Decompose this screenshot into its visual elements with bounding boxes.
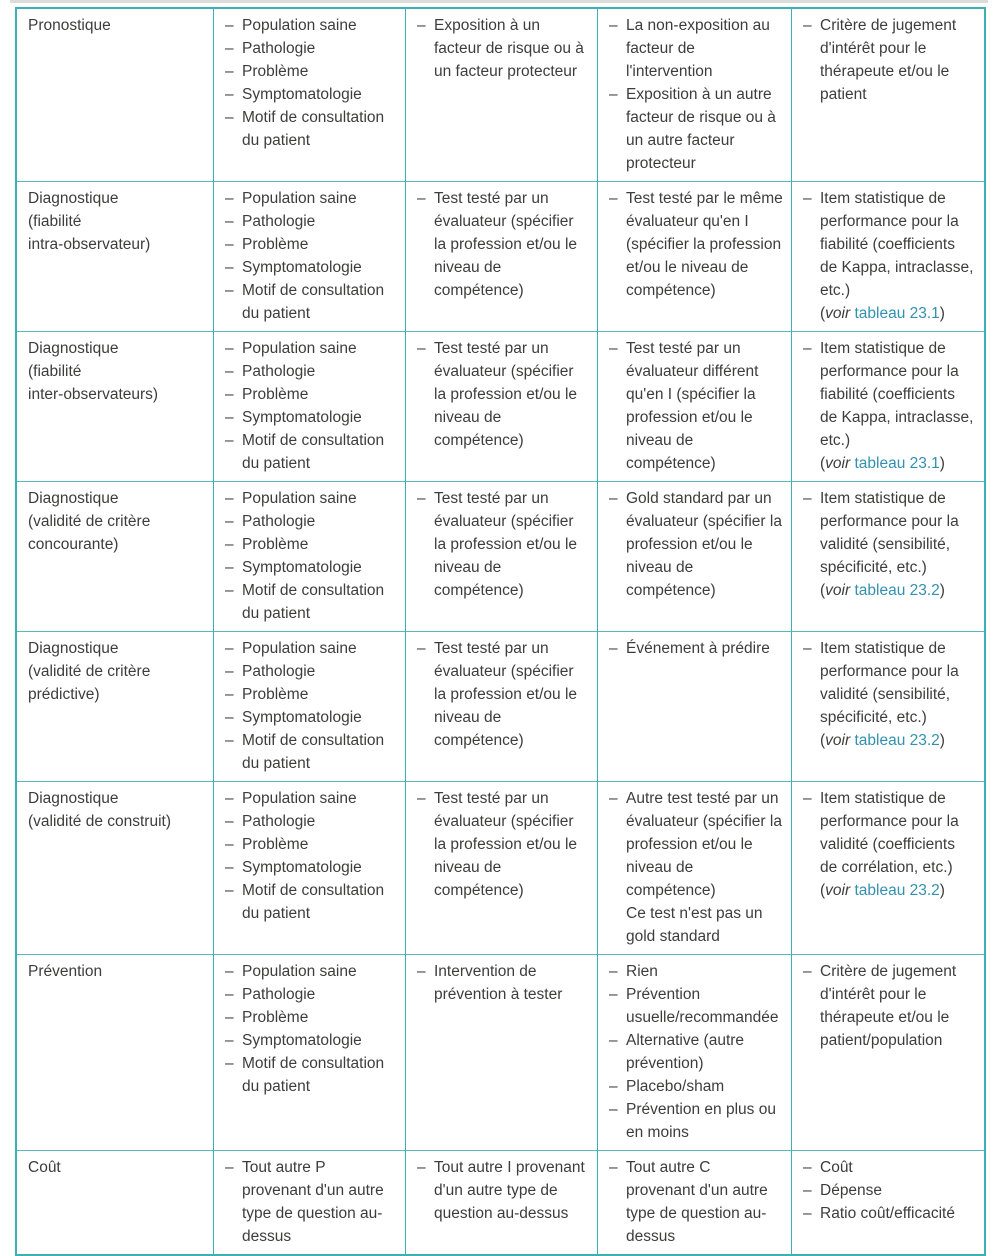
dash-bullet: – [225,109,234,126]
list-item [609,960,783,983]
comparison-cell [598,632,792,782]
list-item-text: Problème [242,63,309,80]
list-item [225,187,397,210]
dash-bullet: – [803,17,812,34]
intervention-cell [406,632,598,782]
list-item [417,14,589,83]
dash-bullet: – [417,963,426,980]
table-row [17,332,984,482]
list-item-text: Critère de jugement d'intérêt pour le thérapeute et/ou le patient/population [820,963,957,1049]
dash-bullet: – [417,490,426,507]
cropped-previous-row-edge [10,0,988,3]
tableau-link[interactable]: tableau 23.1 [854,455,940,472]
picos-question-table [15,7,986,1256]
list-item [803,14,976,106]
question-type-line: (fiabilité [28,213,82,230]
list-item [803,187,976,302]
list-item [225,533,397,556]
dash-bullet: – [609,963,618,980]
list-item-text: Symptomatologie [242,86,362,103]
list-item [225,706,397,729]
intervention-cell [406,182,598,332]
list-item [225,37,397,60]
list-item-text: Population saine [242,490,357,507]
question-type-cell [17,632,214,782]
question-type-cell [17,332,214,482]
list-item [225,406,397,429]
list-item-text: Pathologie [242,213,316,230]
list-item-text: Test testé par un évaluateur (spécifier la profession et/ou le niveau de compétence) [434,490,578,599]
list-item [609,1098,783,1144]
dash-bullet: – [803,490,812,507]
dash-bullet: – [225,640,234,657]
dash-bullet: – [609,1101,618,1118]
dash-bullet: – [225,513,234,530]
question-type-cell [17,9,214,182]
question-type-line: prédictive) [28,686,100,703]
outcome-cell [792,332,984,482]
list-item [609,1029,783,1075]
voir-note: (voir tableau 23.1) [820,305,945,322]
tableau-link[interactable]: tableau 23.2 [854,732,940,749]
list-item [225,660,397,683]
list-item-text: Test testé par un évaluateur (spécifier la profession et/ou le niveau de compétence) [434,790,578,899]
list-item [609,187,783,302]
dash-bullet: – [225,1009,234,1026]
list-item-text: Motif de consultation du patient [242,582,385,622]
dash-bullet: – [225,1055,234,1072]
list-item [225,579,397,625]
dash-bullet: – [609,490,618,507]
list-item-text: Tout autre C provenant d'un autre type de question au-dessus [626,1159,768,1245]
list-item-text: Problème [242,836,309,853]
list-item [609,487,783,602]
list-item-text: Population saine [242,190,357,207]
dash-bullet: – [803,640,812,657]
list-item-text: Rien [626,963,658,980]
list-item [225,487,397,510]
list-item-text: Pathologie [242,986,316,1003]
list-item-text: Item statistique de performance pour la fiabilité (coefficients de Kappa, intraclasse, etc.) [820,190,974,299]
dash-bullet: – [225,559,234,576]
list-item [225,1052,397,1098]
dash-bullet: – [417,17,426,34]
list-item [417,487,589,602]
list-item-text: Exposition à un autre facteur de risque ou à un autre facteur protecteur [626,86,776,172]
dash-bullet: – [225,986,234,1003]
outcome-cell [792,9,984,182]
dash-bullet: – [225,686,234,703]
list-item [225,856,397,879]
list-item-text: Autre test testé par un évaluateur (spécifier la profession et/ou le niveau de compétence) Ce test n'est pas un gold standard [626,787,783,948]
list-item [803,1156,976,1179]
question-type-line: (fiabilité [28,363,82,380]
list-item-text: Test testé par un évaluateur différent qu'en I (spécifier la profession et/ou le niveau de compétence) [626,340,759,472]
list-item-text: Intervention de prévention à tester [434,963,563,1003]
list-item-text: Motif de consultation du patient [242,732,385,772]
list-item-text: Placebo/sham [626,1078,725,1095]
list-item-text: Événement à prédire [626,640,770,657]
question-type-line: Diagnostique [28,640,119,657]
list-item-text: Pathologie [242,513,316,530]
dash-bullet: – [225,536,234,553]
list-item [225,729,397,775]
list-item-text: Alternative (autre prévention) [626,1032,745,1072]
list-item [225,1029,397,1052]
question-type-line: (validité de construit) [28,813,172,830]
dash-bullet: – [225,582,234,599]
question-type-line: Diagnostique [28,490,119,507]
list-item [803,487,976,579]
dash-bullet: – [225,732,234,749]
list-item [609,14,783,83]
list-item [417,337,589,452]
list-item [225,1006,397,1029]
dash-bullet: – [225,282,234,299]
list-item-text: Symptomatologie [242,709,362,726]
dash-bullet: – [225,963,234,980]
list-item [803,1202,976,1225]
list-item [803,960,976,1052]
voir-note: (voir tableau 23.1) [820,455,945,472]
dash-bullet: – [417,790,426,807]
list-item [609,983,783,1029]
list-item-text: Problème [242,536,309,553]
list-item-text: Pathologie [242,813,316,830]
list-item [225,510,397,533]
list-item-text: Symptomatologie [242,259,362,276]
dash-bullet: – [225,409,234,426]
dash-bullet: – [609,1078,618,1095]
list-item-text: Test testé par un évaluateur (spécifier la profession et/ou le niveau de compétence) [434,640,578,749]
list-item-text: Population saine [242,640,357,657]
question-type-cell [17,782,214,955]
voir-label: voir [825,582,851,599]
voir-label: voir [825,305,851,322]
dash-bullet: – [417,1159,426,1176]
dash-bullet: – [803,790,812,807]
table-row [17,1151,984,1254]
dash-bullet: – [225,859,234,876]
list-item [609,637,783,660]
dash-bullet: – [225,709,234,726]
list-item-text: Prévention en plus ou en moins [626,1101,776,1141]
list-item [225,810,397,833]
dash-bullet: – [803,1159,812,1176]
voir-note: (voir tableau 23.2) [820,732,945,749]
question-type-line: Diagnostique [28,340,119,357]
dash-bullet: – [803,1205,812,1222]
list-item-text: Pathologie [242,40,316,57]
list-item-text: Coût [820,1159,853,1176]
list-item [417,187,589,302]
outcome-cell [792,1151,984,1254]
list-item-text: Pathologie [242,363,316,380]
comparison-cell [598,182,792,332]
list-item [225,256,397,279]
population-cell [214,9,406,182]
table-row [17,632,984,782]
list-item-text: Item statistique de performance pour la validité (coefficients de corrélation, etc.) [820,790,959,876]
intervention-cell [406,782,598,955]
dash-bullet: – [225,813,234,830]
population-cell [214,332,406,482]
dash-bullet: – [609,986,618,1003]
list-item-text: Test testé par le même évaluateur qu'en I (spécifier la profession et/ou le niveau de compétence) [626,190,783,299]
dash-bullet: – [609,340,618,357]
question-type-cell [17,482,214,632]
intervention-cell [406,482,598,632]
comparison-cell [598,955,792,1151]
list-item-text: Motif de consultation du patient [242,1055,385,1095]
list-item-continuation: Ce test n'est pas un gold standard [626,905,763,945]
population-cell [214,182,406,332]
list-item [417,1156,589,1225]
list-item-text: Test testé par un évaluateur (spécifier la profession et/ou le niveau de compétence) [434,340,578,449]
dash-bullet: – [803,340,812,357]
dash-bullet: – [225,1159,234,1176]
outcome-cell [792,955,984,1151]
list-item [225,960,397,983]
list-item-text: Population saine [242,790,357,807]
list-item [609,787,783,948]
dash-bullet: – [225,40,234,57]
list-item [225,833,397,856]
list-item [803,337,976,452]
list-item-text: Problème [242,236,309,253]
question-type-cell [17,1151,214,1254]
comparison-cell [598,332,792,482]
list-item-text: Tout autre P provenant d'un autre type de question au-dessus [242,1159,384,1245]
question-type-line: Coût [28,1159,61,1176]
dash-bullet: – [417,340,426,357]
population-cell [214,632,406,782]
list-item [225,429,397,475]
list-item-text: Dépense [820,1182,883,1199]
list-item-text: Item statistique de performance pour la fiabilité (coefficients de Kappa, intraclasse, etc.) [820,340,974,449]
question-type-line: inter-observateurs) [28,386,159,403]
list-item [225,106,397,152]
list-item [225,233,397,256]
list-item [225,1156,397,1248]
list-item-text: Motif de consultation du patient [242,109,385,149]
list-item-text: Tout autre I provenant d'un autre type de question au-dessus [434,1159,585,1222]
list-item [417,787,589,902]
dash-bullet: – [225,17,234,34]
list-item [609,1156,783,1248]
intervention-cell [406,1151,598,1254]
list-item [225,83,397,106]
list-item-text: Symptomatologie [242,859,362,876]
dash-bullet: – [225,340,234,357]
voir-note: (voir tableau 23.2) [820,582,945,599]
dash-bullet: – [225,386,234,403]
dash-bullet: – [225,190,234,207]
list-item [609,337,783,475]
dash-bullet: – [225,790,234,807]
dash-bullet: – [609,1159,618,1176]
list-item [225,983,397,1006]
list-item-text: Population saine [242,17,357,34]
question-type-line: concourante) [28,536,119,553]
list-item [417,637,589,752]
outcome-cell [792,632,984,782]
outcome-cell [792,782,984,955]
outcome-cell [792,182,984,332]
question-type-line: Diagnostique [28,790,119,807]
list-item-text: Population saine [242,963,357,980]
list-item-text: Symptomatologie [242,1032,362,1049]
comparison-cell [598,782,792,955]
list-item [225,787,397,810]
intervention-cell [406,9,598,182]
list-item-text: Symptomatologie [242,559,362,576]
population-cell [214,782,406,955]
dash-bullet: – [225,882,234,899]
list-item-text: Prévention usuelle/recommandée [626,986,779,1026]
intervention-cell [406,332,598,482]
list-item-text: Motif de consultation du patient [242,882,385,922]
question-type-cell [17,182,214,332]
question-type-line: Diagnostique [28,190,119,207]
tableau-link[interactable]: tableau 23.2 [854,582,940,599]
list-item-text: La non-exposition au facteur de l'intervention [626,17,770,80]
dash-bullet: – [609,190,618,207]
table-row [17,955,984,1151]
voir-label: voir [825,455,851,472]
dash-bullet: – [417,640,426,657]
question-type-line: intra-observateur) [28,236,151,253]
dash-bullet: – [803,963,812,980]
list-item [225,556,397,579]
list-item [225,60,397,83]
list-item-text: Problème [242,686,309,703]
dash-bullet: – [225,490,234,507]
list-item-text: Gold standard par un évaluateur (spécifier la profession et/ou le niveau de compétence) [626,490,782,599]
question-type-line: Prévention [28,963,103,980]
list-item-text: Test testé par un évaluateur (spécifier la profession et/ou le niveau de compétence) [434,190,578,299]
voir-label: voir [825,732,851,749]
comparison-cell [598,1151,792,1254]
list-item-text: Item statistique de performance pour la validité (sensibilité, spécificité, etc.) [820,490,959,576]
list-item [609,1075,783,1098]
outcome-cell [792,482,984,632]
list-item [803,1179,976,1202]
dash-bullet: – [225,663,234,680]
question-type-cell [17,955,214,1151]
question-type-line: (validité de critère [28,513,151,530]
dash-bullet: – [225,259,234,276]
dash-bullet: – [609,640,618,657]
population-cell [214,482,406,632]
list-item [225,879,397,925]
dash-bullet: – [225,86,234,103]
list-item [225,210,397,233]
population-cell [214,1151,406,1254]
dash-bullet: – [225,236,234,253]
question-type-line: Pronostique [28,17,111,34]
list-item-text: Ratio coût/efficacité [820,1205,955,1222]
intervention-cell [406,955,598,1151]
list-item-text: Motif de consultation du patient [242,432,385,472]
dash-bullet: – [225,63,234,80]
list-item-text: Motif de consultation du patient [242,282,385,322]
list-item [225,337,397,360]
dash-bullet: – [225,1032,234,1049]
list-item [225,279,397,325]
question-type-line: (validité de critère [28,663,151,680]
list-item [803,787,976,879]
table-row [17,482,984,632]
list-item [225,637,397,660]
list-item [225,383,397,406]
comparison-cell [598,9,792,182]
dash-bullet: – [803,190,812,207]
list-item-text: Item statistique de performance pour la validité (sensibilité, spécificité, etc.) [820,640,959,726]
list-item-text: Exposition à un facteur de risque ou à un facteur protecteur [434,17,584,80]
population-cell [214,955,406,1151]
list-item-text: Symptomatologie [242,409,362,426]
dash-bullet: – [803,1182,812,1199]
dash-bullet: – [609,790,618,807]
list-item [417,960,589,1006]
dash-bullet: – [609,17,618,34]
comparison-cell [598,482,792,632]
tableau-link[interactable]: tableau 23.1 [854,305,940,322]
list-item [803,637,976,729]
list-item [225,683,397,706]
table-row [17,782,984,955]
dash-bullet: – [225,213,234,230]
table-row [17,182,984,332]
list-item-text: Problème [242,386,309,403]
voir-note: (voir tableau 23.2) [820,882,945,899]
voir-label: voir [825,882,851,899]
list-item [225,360,397,383]
list-item-text: Critère de jugement d'intérêt pour le thérapeute et/ou le patient [820,17,957,103]
list-item [225,14,397,37]
list-item-text: Problème [242,1009,309,1026]
dash-bullet: – [609,1032,618,1049]
list-item-text: Population saine [242,340,357,357]
table-body [17,9,984,1254]
dash-bullet: – [417,190,426,207]
list-item [609,83,783,175]
table-row [17,9,984,182]
list-item-text: Pathologie [242,663,316,680]
dash-bullet: – [225,432,234,449]
dash-bullet: – [225,363,234,380]
tableau-link[interactable]: tableau 23.2 [854,882,940,899]
dash-bullet: – [225,836,234,853]
dash-bullet: – [609,86,618,103]
